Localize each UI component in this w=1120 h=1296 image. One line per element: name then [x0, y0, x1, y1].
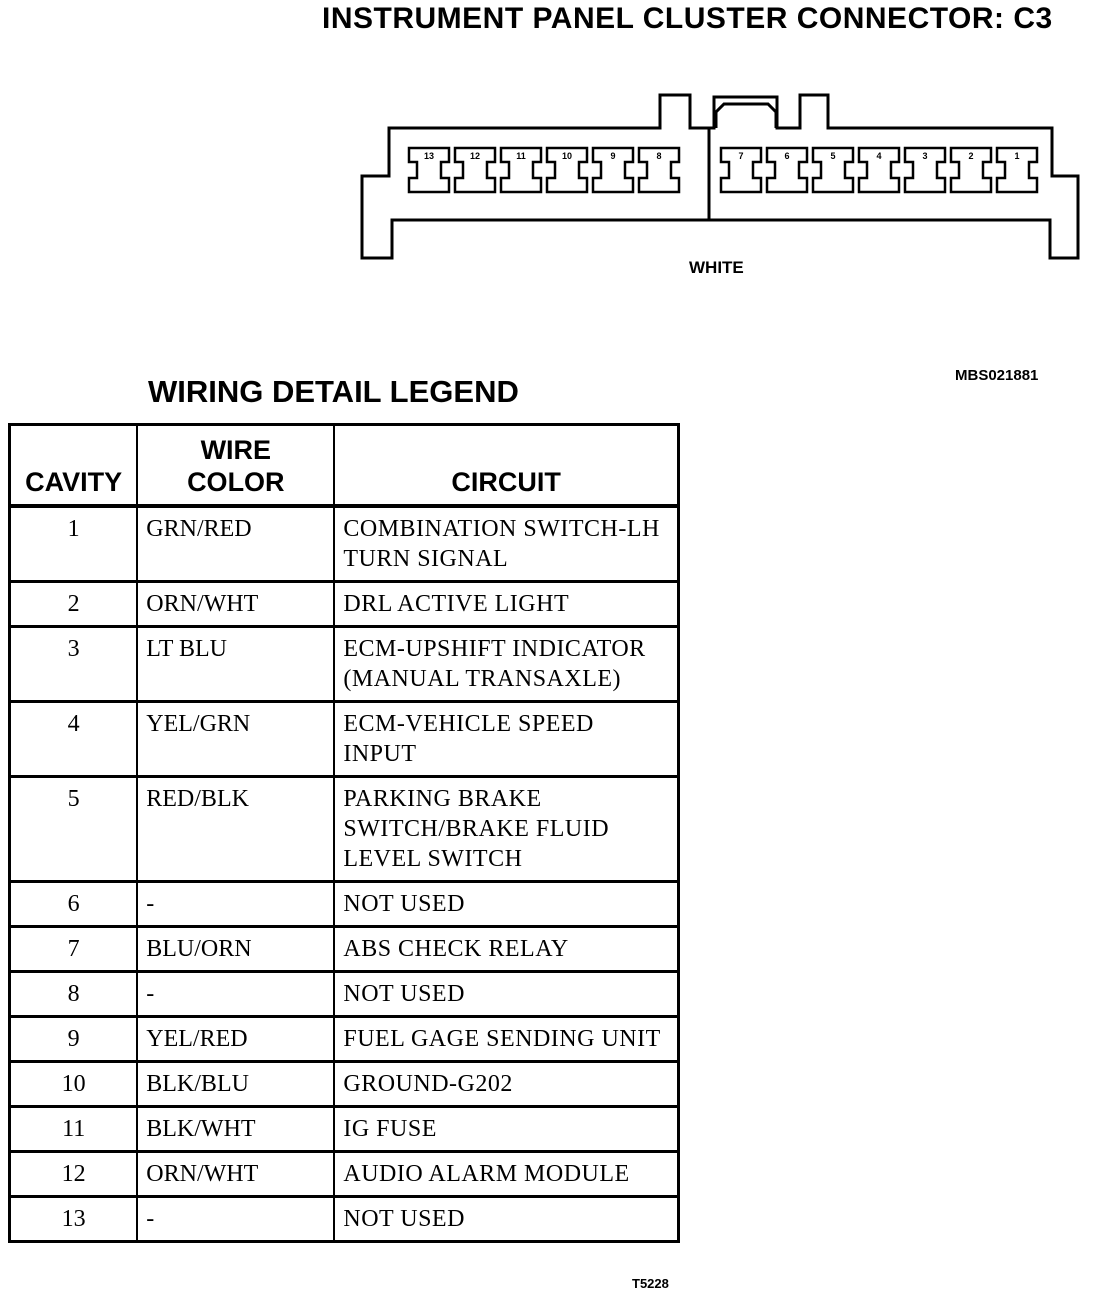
- cavity-cell: 6: [10, 882, 138, 927]
- wire-color-cell: ORN/WHT: [137, 582, 334, 627]
- cavity-cell: 5: [10, 777, 138, 882]
- wire-color-cell: RED/BLK: [137, 777, 334, 882]
- pin-cavity: [721, 148, 761, 192]
- table-row: [10, 927, 679, 972]
- circuit-cell: PARKING BRAKE SWITCH/BRAKE FLUID LEVEL SWITCH: [334, 777, 678, 882]
- circuit-cell: ECM-VEHICLE SPEED INPUT: [334, 702, 678, 777]
- left-pin-row: [409, 148, 679, 192]
- pin-number: 4: [876, 151, 882, 161]
- pin-cavity: [997, 148, 1037, 192]
- cavity-cell: 9: [10, 1017, 138, 1062]
- circuit-cell: AUDIO ALARM MODULE: [334, 1152, 678, 1197]
- table-row: [10, 882, 679, 927]
- header-cavity: CAVITY: [10, 425, 138, 507]
- wire-color-cell: ORN/WHT: [137, 1152, 334, 1197]
- pin-number: 3: [922, 151, 928, 161]
- cavity-cell: 7: [10, 927, 138, 972]
- pin-cavity: [951, 148, 991, 192]
- circuit-cell: IG FUSE: [334, 1107, 678, 1152]
- table-row: [10, 1152, 679, 1197]
- pin-cavity: [905, 148, 945, 192]
- wire-color-cell: BLU/ORN: [137, 927, 334, 972]
- pin-cavity: [455, 148, 495, 192]
- pin-number: 6: [784, 151, 790, 161]
- circuit-cell: NOT USED: [334, 882, 678, 927]
- cavity-cell: 10: [10, 1062, 138, 1107]
- pin-cavity: [593, 148, 633, 192]
- connector-latch: [716, 104, 776, 128]
- wiring-detail-legend-table: [8, 423, 680, 1243]
- pin-cavity: [547, 148, 587, 192]
- table-header-row: [10, 425, 679, 507]
- table-row: [10, 702, 679, 777]
- pin-cavity: [501, 148, 541, 192]
- cavity-cell: 3: [10, 627, 138, 702]
- circuit-cell: ECM-UPSHIFT INDICATOR (MANUAL TRANSAXLE): [334, 627, 678, 702]
- circuit-cell: DRL ACTIVE LIGHT: [334, 582, 678, 627]
- pin-number: 13: [423, 151, 435, 161]
- circuit-cell: COMBINATION SWITCH-LH TURN SIGNAL: [334, 506, 678, 582]
- cavity-cell: 13: [10, 1197, 138, 1242]
- wire-color-cell: BLK/WHT: [137, 1107, 334, 1152]
- pin-number: 11: [516, 151, 526, 161]
- circuit-cell: GROUND-G202: [334, 1062, 678, 1107]
- pin-cavity: [639, 148, 679, 192]
- table-row: [10, 1107, 679, 1152]
- cavity-cell: 1: [10, 506, 138, 582]
- connector-housing-outline: [362, 95, 1078, 258]
- footer-id: T5228: [632, 1276, 669, 1291]
- table-row: [10, 972, 679, 1017]
- connector-title: INSTRUMENT PANEL CLUSTER CONNECTOR: C3: [322, 2, 1053, 35]
- pin-number: 8: [656, 151, 662, 161]
- wire-color-cell: LT BLU: [137, 627, 334, 702]
- cavity-cell: 4: [10, 702, 138, 777]
- wire-color-cell: -: [137, 882, 334, 927]
- right-pin-row: [721, 148, 1037, 192]
- cavity-cell: 11: [10, 1107, 138, 1152]
- pin-cavity: [813, 148, 853, 192]
- pin-cavity: [767, 148, 807, 192]
- circuit-cell: ABS CHECK RELAY: [334, 927, 678, 972]
- header-wire-color: [137, 425, 334, 507]
- circuit-cell: FUEL GAGE SENDING UNIT: [334, 1017, 678, 1062]
- cavity-cell: 2: [10, 582, 138, 627]
- pin-number: 7: [738, 151, 744, 161]
- wire-color-cell: -: [137, 972, 334, 1017]
- pin-number: 10: [561, 151, 573, 161]
- pin-number: 1: [1014, 151, 1020, 161]
- pin-cavity: [409, 148, 449, 192]
- cavity-cell: 8: [10, 972, 138, 1017]
- wire-color-cell: GRN/RED: [137, 506, 334, 582]
- table-row: [10, 506, 679, 582]
- table-row: [10, 1197, 679, 1242]
- header-wire-color-line2: COLOR: [187, 467, 285, 497]
- legend-title: WIRING DETAIL LEGEND: [148, 374, 519, 409]
- wire-color-cell: YEL/RED: [137, 1017, 334, 1062]
- diagram-id: MBS021881: [955, 367, 1039, 384]
- table-row: [10, 777, 679, 882]
- connector-face-drawing: [0, 0, 1120, 300]
- table-row: [10, 582, 679, 627]
- header-circuit: CIRCUIT: [334, 425, 678, 507]
- cavity-cell: 12: [10, 1152, 138, 1197]
- pin-number: 9: [610, 151, 616, 161]
- header-wire-color-line1: WIRE: [200, 435, 272, 465]
- circuit-cell: NOT USED: [334, 1197, 678, 1242]
- connector-color-label: WHITE: [689, 258, 744, 277]
- table-row: [10, 1062, 679, 1107]
- pin-cavity: [859, 148, 899, 192]
- legend-table-body: [10, 506, 679, 1242]
- pin-number: 12: [469, 151, 481, 161]
- table-row: [10, 1017, 679, 1062]
- pin-number: 2: [968, 151, 974, 161]
- pin-number: 5: [830, 151, 836, 161]
- circuit-cell: NOT USED: [334, 972, 678, 1017]
- wire-color-cell: BLK/BLU: [137, 1062, 334, 1107]
- wire-color-cell: YEL/GRN: [137, 702, 334, 777]
- table-row: [10, 627, 679, 702]
- wire-color-cell: -: [137, 1197, 334, 1242]
